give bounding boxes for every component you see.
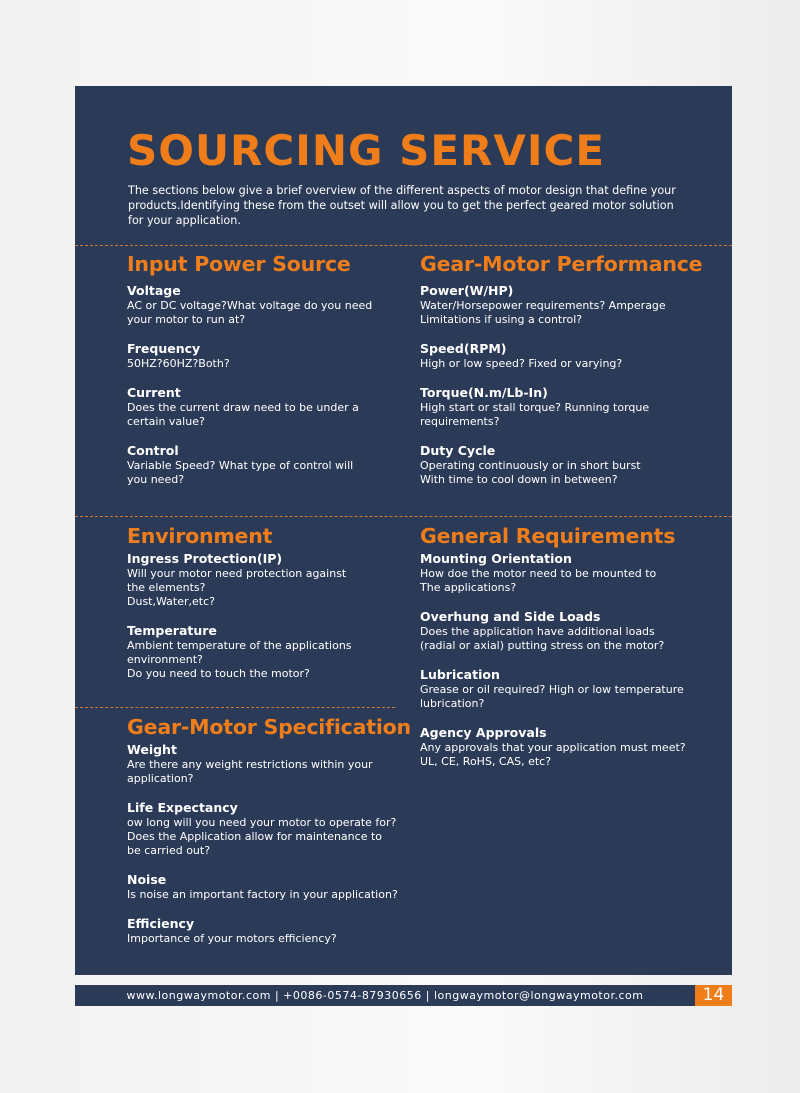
- item-text: Does the application have additional loads (radial or axial) putting stress on the motor?: [420, 625, 665, 652]
- item-frequency: [127, 341, 407, 371]
- footer-contact-bar: www.longwaymotor.com | +0086-0574-87930656 | longwaymotor@longwaymotor.com: [75, 985, 695, 1006]
- item-duty-cycle: [420, 443, 720, 487]
- item-mounting-orientation: [420, 551, 725, 595]
- item-ingress-protection: [127, 551, 407, 609]
- item-temperature: [127, 623, 407, 681]
- item-title: Overhung and Side Loads: [420, 609, 601, 624]
- item-speed: [420, 341, 720, 371]
- section-heading: Gear-Motor Specification: [127, 715, 411, 739]
- item-text: High start or stall torque? Running torque requirements?: [420, 401, 650, 428]
- item-text: Variable Speed? What type of control will you need?: [127, 459, 354, 486]
- section-environment: [127, 523, 407, 681]
- section-heading: Gear-Motor Performance: [420, 252, 703, 276]
- item-text: 50HZ?60HZ?Both?: [127, 357, 230, 370]
- item-title: Frequency: [127, 341, 201, 356]
- item-title: Life Expectancy: [127, 800, 238, 815]
- item-text: Ambient temperature of the applications environment? Do you need to touch the motor?: [127, 639, 352, 680]
- item-noise: [127, 872, 417, 902]
- item-title: Current: [127, 385, 181, 400]
- item-title: Noise: [127, 872, 167, 887]
- item-text: Grease or oil required? High or low temperature lubrication?: [420, 683, 684, 710]
- divider-left: [75, 707, 395, 708]
- item-text: Does the current draw need to be under a certain value?: [127, 401, 359, 428]
- intro-text: The sections below give a brief overview of the different aspects of motor design that define your products.Identifying these from the outset will allow you to get the perfect geared motor solution for your application.: [128, 184, 676, 227]
- item-text: Importance of your motors efficiency?: [127, 932, 337, 945]
- content-panel: [75, 86, 732, 975]
- item-lubrication: [420, 667, 725, 711]
- item-text: AC or DC voltage?What voltage do you need your motor to run at?: [127, 299, 373, 326]
- item-text: Is noise an important factory in your application?: [127, 888, 398, 901]
- item-title: Agency Approvals: [420, 725, 547, 740]
- item-life-expectancy: [127, 800, 417, 858]
- item-text: Are there any weight restrictions within your application?: [127, 758, 373, 785]
- divider-middle: [75, 516, 732, 517]
- section-input-power: [127, 251, 407, 487]
- item-title: Duty Cycle: [420, 443, 496, 458]
- item-voltage: [127, 283, 407, 327]
- item-title: Ingress Protection(IP): [127, 551, 283, 566]
- item-control: [127, 443, 407, 487]
- item-current: [127, 385, 407, 429]
- item-text: Will your motor need protection against the elements? Dust,Water,etc?: [127, 567, 347, 608]
- item-efficiency: [127, 916, 417, 946]
- page-number: 14: [695, 985, 732, 1006]
- item-title: Voltage: [127, 283, 181, 298]
- item-title: Speed(RPM): [420, 341, 507, 356]
- item-title: Temperature: [127, 623, 217, 638]
- section-performance: [420, 251, 720, 487]
- item-title: Lubrication: [420, 667, 500, 682]
- section-heading: Environment: [127, 524, 273, 548]
- item-agency-approvals: [420, 725, 725, 769]
- item-text: Operating continuously or in short burst With time to cool down in between?: [420, 459, 641, 486]
- page-title: SOURCING SERVICE: [127, 126, 606, 175]
- item-overhung-side-loads: [420, 609, 725, 653]
- item-text: High or low speed? Fixed or varying?: [420, 357, 623, 370]
- item-text: Any approvals that your application must meet? UL, CE, RoHS, CAS, etc?: [420, 741, 686, 768]
- item-title: Mounting Orientation: [420, 551, 572, 566]
- item-power: [420, 283, 720, 327]
- item-weight: [127, 742, 417, 786]
- item-text: How doe the motor need to be mounted to The applications?: [420, 567, 657, 594]
- item-title: Torque(N.m/Lb-In): [420, 385, 548, 400]
- section-heading: Input Power Source: [127, 252, 351, 276]
- item-text: ow long will you need your motor to operate for? Does the Application allow for maintenance to be carried out?: [127, 816, 397, 857]
- section-specification: [127, 714, 417, 946]
- item-title: Efficiency: [127, 916, 195, 931]
- item-title: Power(W/HP): [420, 283, 514, 298]
- section-heading: General Requirements: [420, 524, 676, 548]
- section-general-requirements: [420, 523, 725, 769]
- item-title: Weight: [127, 742, 177, 757]
- item-text: Water/Horsepower requirements? Amperage Limitations if using a control?: [420, 299, 666, 326]
- divider-top: [75, 245, 732, 246]
- item-torque: [420, 385, 720, 429]
- item-title: Control: [127, 443, 179, 458]
